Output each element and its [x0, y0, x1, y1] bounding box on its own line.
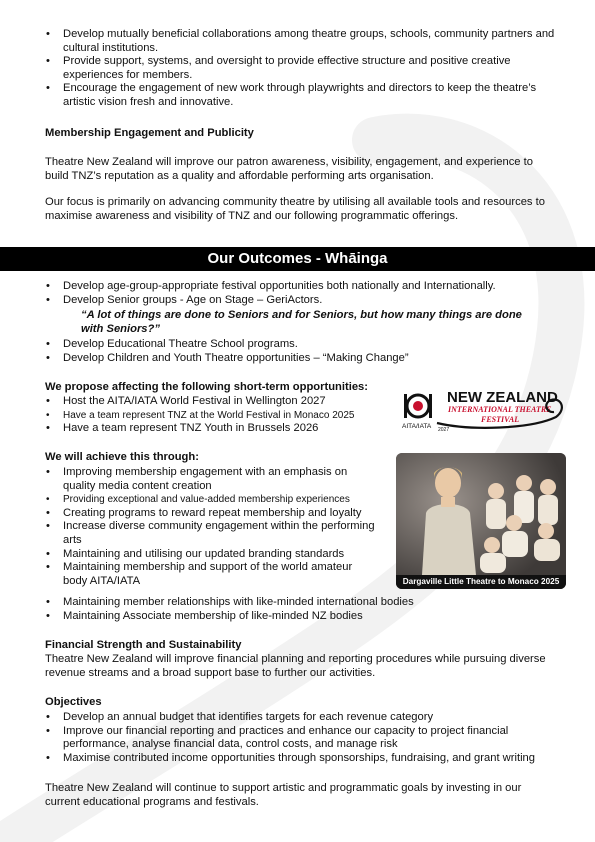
list-item: • Have a team represent TNZ Youth in Brussels 2026 [45, 422, 395, 436]
logo-year-text: 2027 [438, 427, 450, 433]
short-term-heading: We propose affecting the following short-term opportunities: [45, 381, 368, 393]
financial-heading: Financial Strength and Sustainability [45, 639, 242, 651]
list-item: • Increase diverse community engagement within the performing arts [45, 520, 375, 547]
seniors-quote: “A lot of things are done to Seniors and for Seniors, but how many things are done with Seniors?” [81, 309, 522, 335]
membership-heading: Membership Engagement and Publicity [45, 127, 254, 139]
list-item: • Creating programs to reward repeat membership and loyalty [45, 507, 375, 521]
achieve-list-continued [45, 596, 555, 623]
list-item: • Maintaining Associate membership of like-minded NZ bodies [45, 610, 555, 624]
theatre-photo [396, 453, 566, 589]
list-item: • Maintaining and utilising our updated branding standards [45, 548, 375, 562]
list-item: • Develop Children and Youth Theatre opportunities – “Making Change” [45, 352, 555, 366]
list-item: • Improving membership engagement with an emphasis on quality media content creation [45, 466, 375, 493]
list-item: • Develop Senior groups - Age on Stage – GeriActors. [45, 294, 555, 308]
membership-paragraph: Theatre New Zealand will improve our patron awareness, visibility, engagement, and experience to build TNZ’s reputation as a quality and affordable performing arts organisation. [45, 156, 533, 182]
list-item: • Develop an annual budget that identifies targets for each revenue category [45, 711, 555, 725]
list-item: • Maintaining member relationships with like-minded international bodies [45, 596, 555, 610]
list-item: • Develop age-group-appropriate festival opportunities both nationally and Internationally. [45, 280, 555, 294]
logo-country-text: NEW ZEALAND [447, 389, 558, 406]
outcomes-banner: Our Outcomes - Whāinga [0, 247, 595, 271]
festival-logo [401, 385, 567, 433]
outcomes-bullet-list-continued [45, 338, 555, 365]
list-item: • Improve our financial reporting and practices and enhance our capacity to project financial performance, analyse financial data, control costs, and manage risk [45, 725, 555, 752]
outcomes-bullet-list [45, 280, 555, 307]
objectives-heading: Objectives [45, 696, 102, 708]
logo-festival-text: FESTIVAL [481, 415, 520, 424]
list-item: • Providing exceptional and value-added membership experiences [45, 493, 375, 507]
photo-caption: Dargaville Little Theatre to Monaco 2025 [396, 575, 566, 589]
list-item: • Maintaining membership and support of the world amateur body AITA/IATA [45, 561, 375, 588]
objectives-list [45, 711, 555, 765]
globe-icon [413, 401, 423, 411]
list-item: • Host the AITA/IATA World Festival in Wellington 2027 [45, 395, 395, 409]
closing-paragraph: Theatre New Zealand will continue to support artistic and programmatic goals by investing in our current educational programs and festivals. [45, 782, 522, 808]
photo-illustration [396, 453, 566, 589]
intro-bullet-list [45, 28, 555, 110]
logo-international-text: INTERNATIONAL THEATRE [448, 405, 552, 414]
list-item: • Encourage the engagement of new work through playwrights and directors to keep the theatre’s artistic vision fresh and innovative. [45, 82, 555, 109]
list-item: • Provide support, systems, and oversight to provide effective structure and positive creative experiences for members. [45, 55, 555, 82]
list-item: • Develop mutually beneficial collaborations among theatre groups, schools, community partners and cultural institutions. [45, 28, 555, 55]
achieve-heading: We will achieve this through: [45, 451, 199, 463]
financial-paragraph: Theatre New Zealand will improve financial planning and reporting procedures while pursuing diverse revenue streams and a broad support base to further our activities. [45, 653, 546, 679]
achieve-list [45, 466, 375, 588]
list-item: • Develop Educational Theatre School programs. [45, 338, 555, 352]
list-item: • Have a team represent TNZ at the World Festival in Monaco 2025 [45, 409, 395, 423]
logo-org-text: AITA/IATA [402, 423, 432, 430]
list-item: • Maximise contributed income opportunities through sponsorships, fundraising, and grant writing [45, 752, 555, 766]
focus-paragraph: Our focus is primarily on advancing community theatre by utilising all available tools and resources to maximise awareness and visibility of TNZ and our following programmatic offerings. [45, 196, 545, 222]
short-term-list [45, 395, 395, 436]
